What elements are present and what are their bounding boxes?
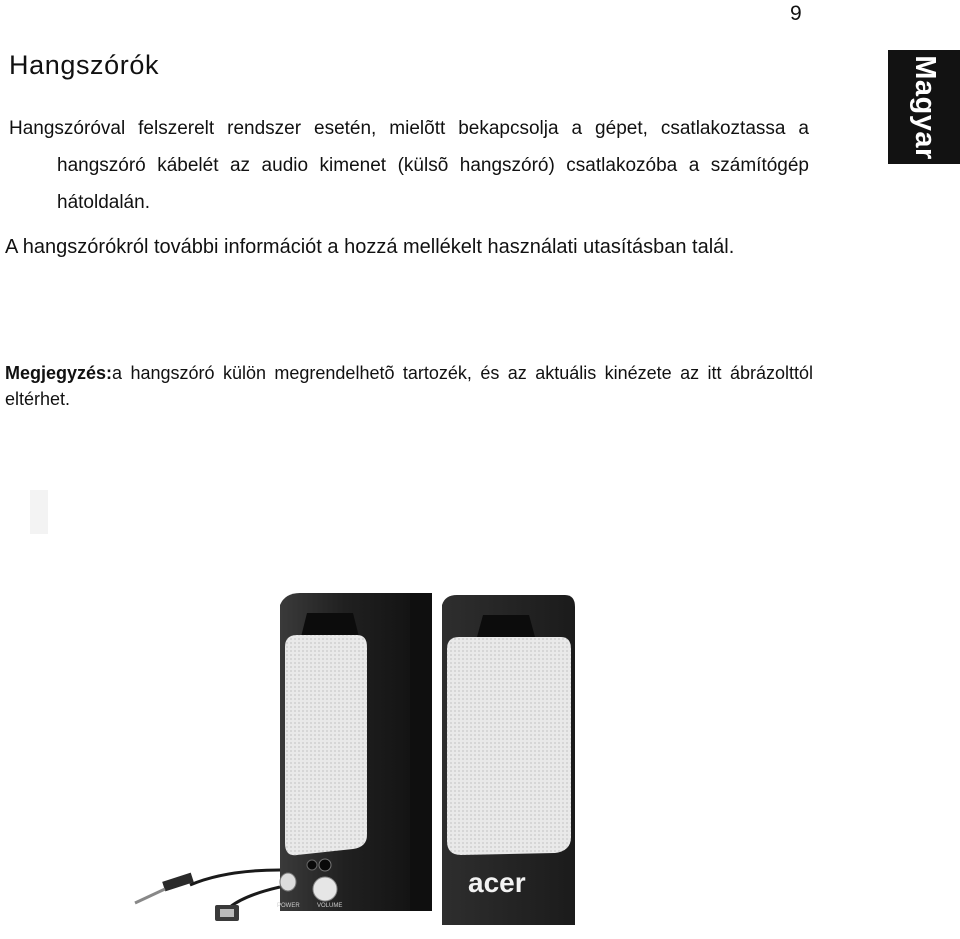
speaker-info-paragraph: A hangszórókról további információt a hozzá mellékelt használati utasításban talál. — [5, 236, 735, 258]
section-title: Hangszórók — [9, 50, 160, 80]
power-label: POWER — [277, 903, 300, 909]
brand-logo: acer — [468, 867, 526, 898]
speaker-photo — [125, 585, 575, 935]
page-number: 9 — [790, 2, 802, 25]
note-label: Megjegyzés: — [5, 363, 113, 383]
speaker-connection-paragraph: Hangszóróval felszerelt rendszer esetén, mielõtt bekapcsolja a gépet, csatlakoztassa a hangszóró kábelét az audio kimenet (külsõ hangszóró) csatlakozóba a számítógép hátoldalán. — [9, 118, 809, 213]
language-tab-label: Magyar — [908, 54, 941, 160]
faint-mark — [30, 490, 48, 534]
left-speaker — [277, 593, 432, 911]
volume-label: VOLUME — [317, 903, 343, 909]
note-text: a hangszóró külön megrendelhetõ tartozék, és az aktuális kinézete az itt ábrázolttól eltérhet. — [5, 363, 813, 409]
note-paragraph — [5, 360, 813, 412]
cables — [135, 870, 280, 921]
right-speaker — [442, 595, 575, 925]
language-tab — [888, 50, 960, 164]
